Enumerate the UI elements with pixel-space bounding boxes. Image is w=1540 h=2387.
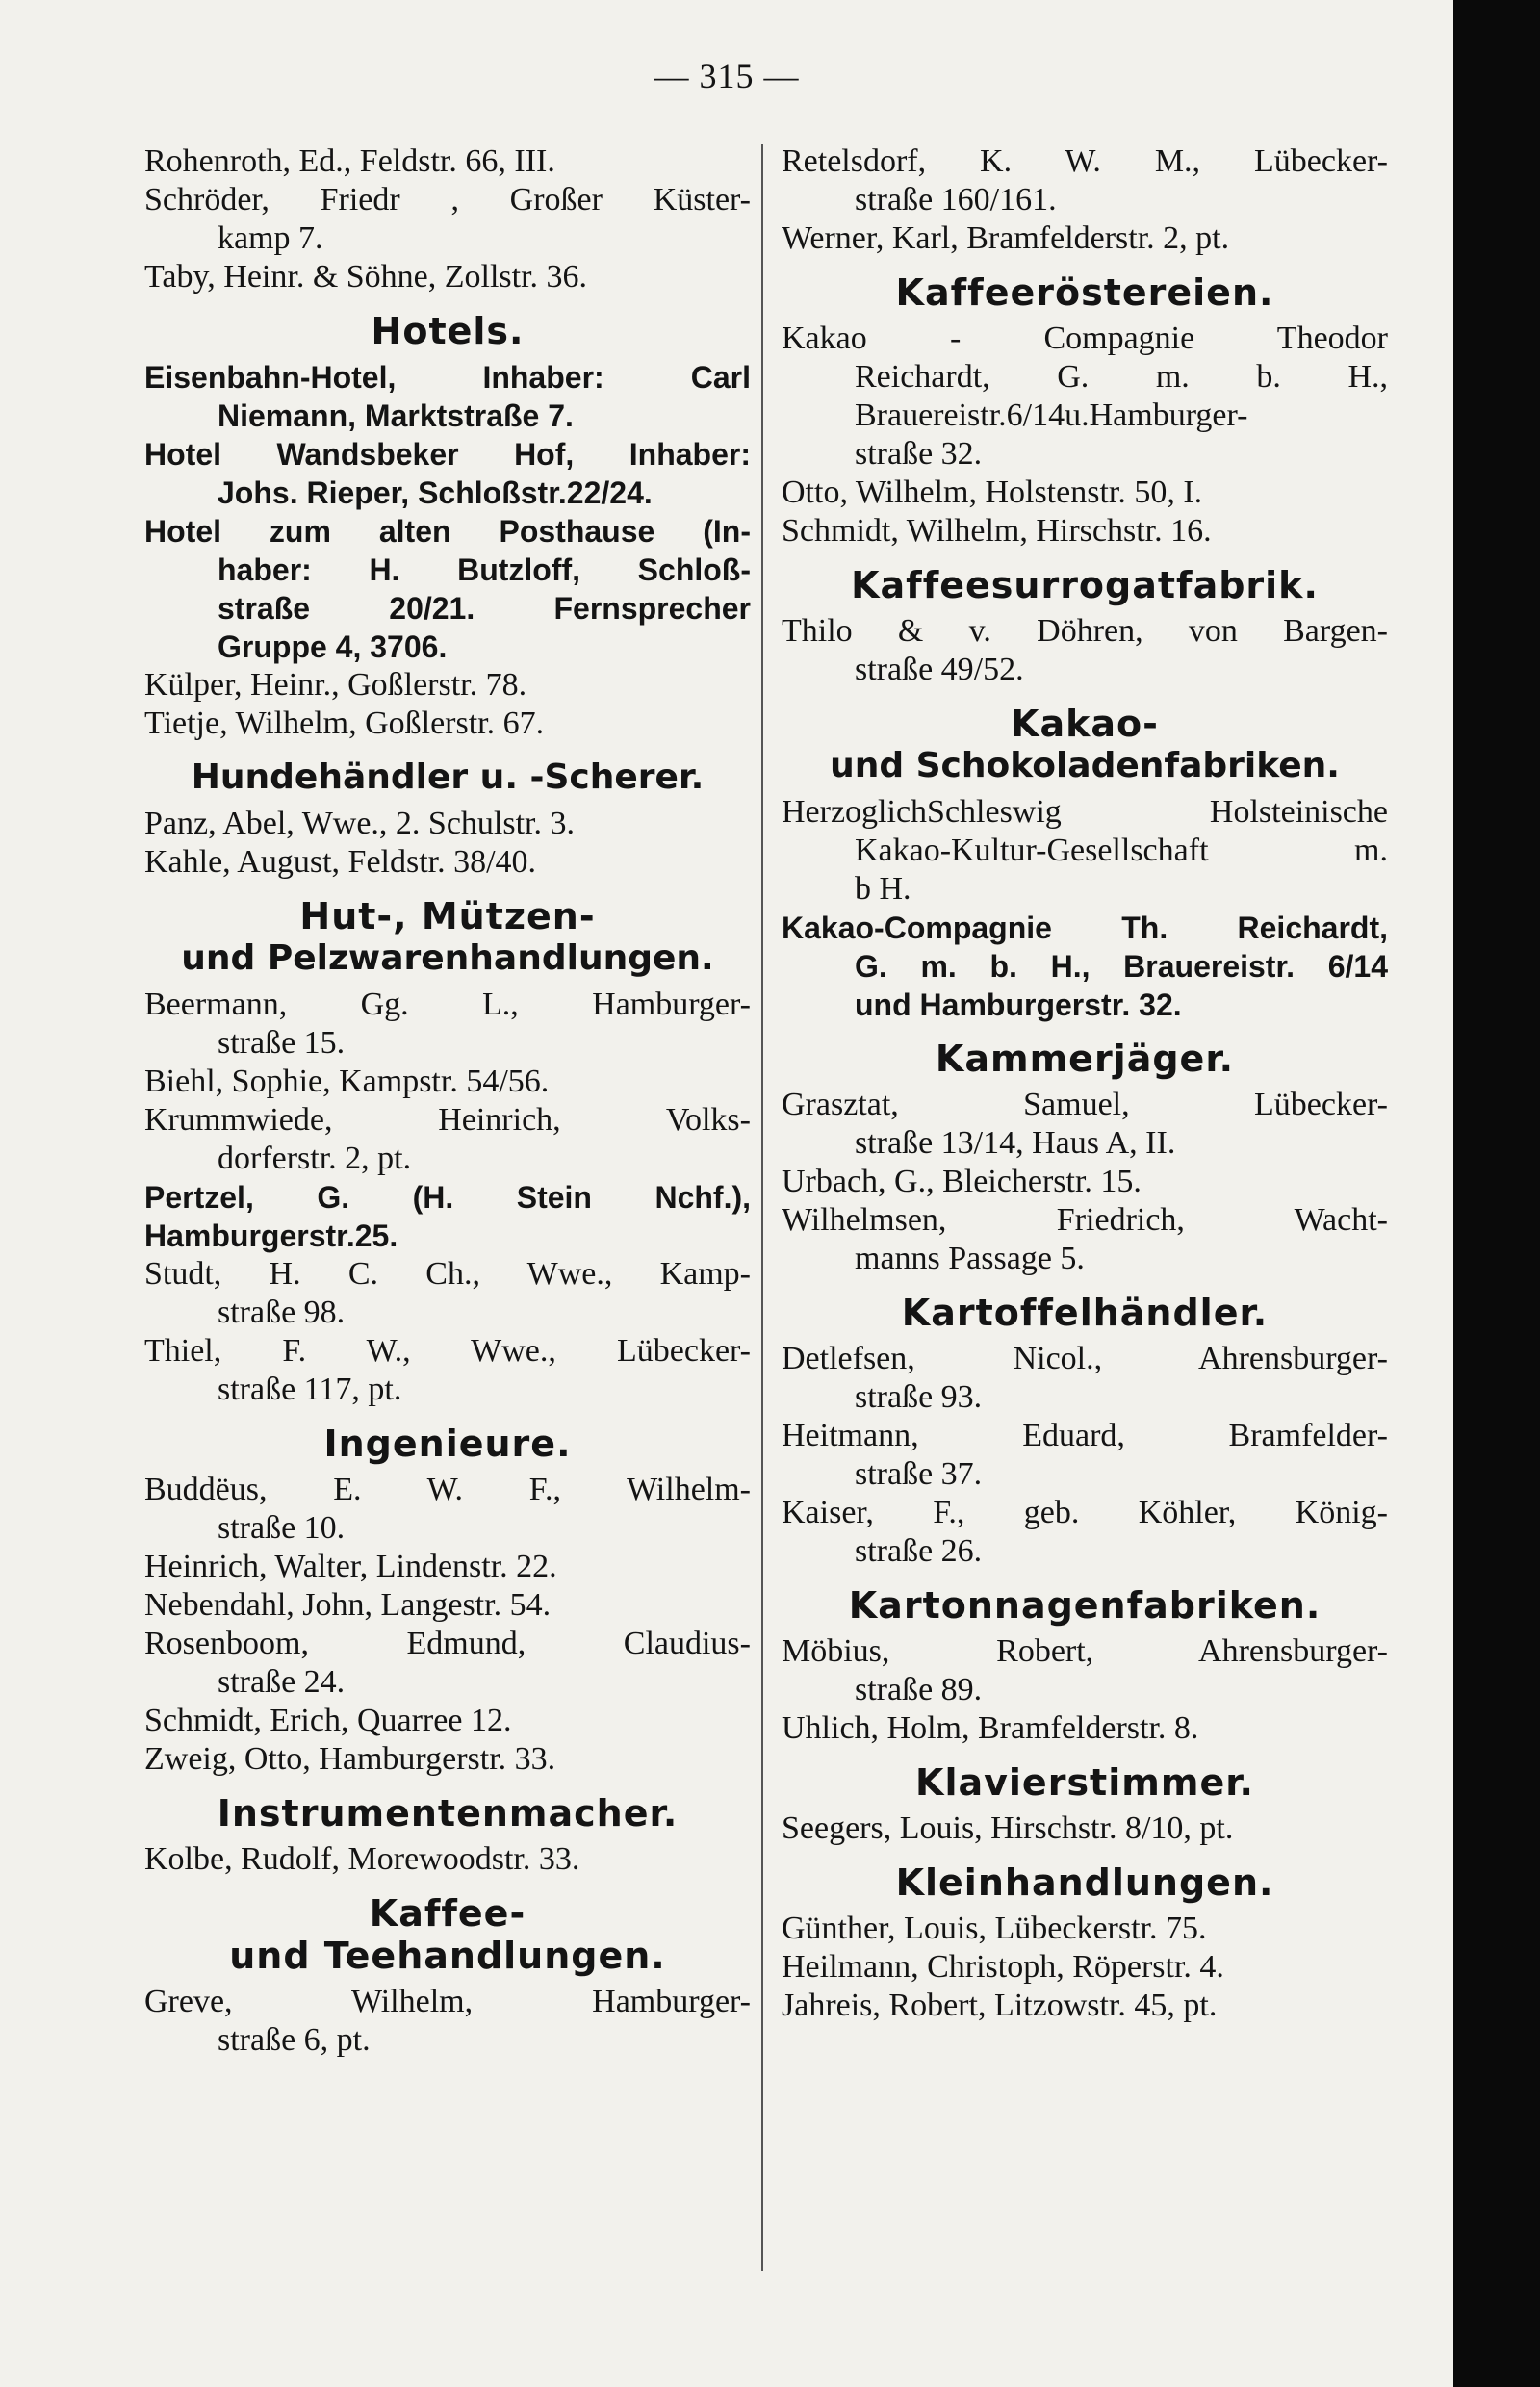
entry-line: Nebendahl, John, Langestr. 54. [144, 1587, 552, 1623]
intro-entries [782, 142, 1388, 258]
entry-line: Tietje, Wilhelm, Goßlerstr. 67. [144, 706, 545, 741]
section-heading: Kleinhandlungen. [895, 1861, 1274, 1904]
entry-line: Heinrich, Walter, Lindenstr. 22. [144, 1549, 557, 1584]
entry-continuation: Brauereistr.6/14u.Hamburger- [855, 398, 1248, 433]
directory-entry [144, 843, 751, 882]
entry-line: Kakao-Compagnie Th. Reichardt, [782, 911, 1388, 945]
section-heading: Kartonnagenfabriken. [848, 1584, 1322, 1627]
entry-line: Seegers, Louis, Hirschstr. 8/10, pt. [782, 1810, 1234, 1846]
directory-entry [144, 666, 751, 705]
directory-entry [782, 1632, 1388, 1709]
section-entries [782, 1632, 1388, 1748]
directory-entry [782, 1201, 1388, 1278]
directory-entry [782, 1910, 1388, 1948]
entry-line: Thiel, F. W., Wwe., Lübecker- [144, 1333, 751, 1369]
right-column [782, 142, 1388, 2025]
entry-continuation: Reichardt, G. m. b. H., [855, 359, 1388, 395]
directory-entry [144, 358, 751, 435]
entry-continuation: straße 26. [855, 1533, 983, 1569]
section-entries [782, 1340, 1388, 1571]
entry-continuation: Niemann, Marktstraße 7. [218, 398, 574, 433]
section-entries [144, 1840, 751, 1879]
entry-line: Urbach, G., Bleicherstr. 15. [782, 1164, 1142, 1199]
directory-entry [144, 1625, 751, 1702]
entry-line: Külper, Heinr., Goßlerstr. 78. [144, 667, 527, 703]
entry-continuation: straße 117, pt. [218, 1372, 402, 1407]
entry-line: Greve, Wilhelm, Hamburger- [144, 1984, 751, 2019]
entry-line: Günther, Louis, Lübeckerstr. 75. [782, 1911, 1207, 1946]
section-entries [782, 1810, 1388, 1848]
entry-line: Heilmann, Christoph, Röperstr. 4. [782, 1949, 1224, 1985]
entry-continuation: Gruppe 4, 3706. [218, 629, 448, 664]
entry-continuation: straße 93. [855, 1379, 983, 1415]
directory-entry [144, 181, 751, 258]
directory-entry [144, 1332, 751, 1409]
directory-entry [144, 1702, 751, 1740]
entry-continuation: straße 37. [855, 1456, 983, 1492]
entry-continuation: Johs. Rieper, Schloßstr.22/24. [218, 475, 653, 510]
entry-line: Rosenboom, Edmund, Claudius- [144, 1626, 751, 1661]
directory-entry [144, 1178, 751, 1255]
section-heading: Kaffeeröstereien. [895, 271, 1274, 314]
section-heading: Kartoffelhändler. [901, 1292, 1269, 1334]
entry-line: Heitmann, Eduard, Bramfelder- [782, 1418, 1388, 1453]
section-heading: Kakao- [1011, 703, 1159, 745]
directory-entry [144, 705, 751, 743]
directory-entry [782, 1086, 1388, 1163]
entry-line: Schröder, Friedr , Großer Küster- [144, 182, 751, 218]
entry-line: Rohenroth, Ed., Feldstr. 66, III. [144, 143, 555, 179]
section-entries [144, 358, 751, 743]
section-heading: und Teehandlungen. [229, 1935, 666, 1977]
section-entries [782, 320, 1388, 551]
directory-entry [782, 1417, 1388, 1494]
directory-entry [144, 1983, 751, 2060]
entry-continuation: Kakao-Kultur-Gesellschaft m. [855, 833, 1388, 868]
entry-line: Detlefsen, Nicol., Ahrensburger- [782, 1341, 1388, 1376]
section-heading: Hundehändler u. -Scherer. [191, 757, 705, 797]
entry-line: Schmidt, Erich, Quarree 12. [144, 1703, 512, 1738]
directory-entry [782, 474, 1388, 512]
directory-entry [782, 320, 1388, 474]
section-heading: Ingenieure. [323, 1423, 572, 1465]
directory-entry [782, 1709, 1388, 1748]
section-heading: Kaffeesurrogatfabrik. [851, 564, 1319, 606]
section-entries [144, 1471, 751, 1779]
entry-line: Wilhelmsen, Friedrich, Wacht- [782, 1202, 1388, 1238]
entry-continuation: straße 98. [218, 1295, 346, 1330]
entry-line: Schmidt, Wilhelm, Hirschstr. 16. [782, 513, 1212, 549]
section-entries [144, 805, 751, 882]
entry-continuation: haber: H. Butzloff, Schloß- [218, 552, 751, 587]
entry-line: Zweig, Otto, Hamburgerstr. 33. [144, 1741, 556, 1777]
section-heading: Hotels. [371, 310, 525, 352]
entry-continuation: straße 15. [218, 1025, 346, 1061]
directory-entry [144, 1063, 751, 1101]
entry-line: Pertzel, G. (H. Stein Nchf.), Hamburgerstr.25. [144, 1180, 751, 1253]
entry-line: Retelsdorf, K. W. M., Lübecker- [782, 143, 1388, 179]
directory-entry [782, 512, 1388, 551]
entry-continuation: straße 49/52. [855, 652, 1024, 687]
entry-line: Otto, Wilhelm, Holstenstr. 50, I. [782, 475, 1203, 510]
section-heading: Kaffee- [369, 1892, 526, 1935]
entry-continuation: straße 89. [855, 1672, 983, 1707]
page-number: — 315 — [654, 57, 800, 95]
entry-line: Thilo & v. Döhren, von Bargen- [782, 613, 1388, 649]
directory-entry [144, 1740, 751, 1779]
entry-continuation: straße 32. [855, 436, 983, 472]
directory-entry [144, 1548, 751, 1586]
section-entries [144, 1983, 751, 2060]
entry-continuation: dorferstr. 2, pt. [218, 1141, 412, 1176]
entry-line: Kolbe, Rudolf, Morewoodstr. 33. [144, 1841, 580, 1877]
entry-line: Kakao - Compagnie Theodor [782, 321, 1388, 356]
entry-continuation: straße 20/21. Fernsprecher [218, 591, 751, 626]
directory-entry [782, 1948, 1388, 1987]
section-entries [782, 793, 1388, 1024]
directory-entry [782, 142, 1388, 219]
section-entries [782, 1086, 1388, 1278]
directory-entry [144, 512, 751, 666]
directory-entry [144, 805, 751, 843]
section-heading: und Schokoladenfabriken. [830, 746, 1340, 785]
entry-continuation: straße 10. [218, 1510, 346, 1546]
entry-line: Beermann, Gg. L., Hamburger- [144, 987, 751, 1022]
directory-entry [144, 142, 751, 181]
directory-entry [782, 909, 1388, 1024]
section-heading: und Pelzwarenhandlungen. [181, 938, 714, 978]
entry-line: Taby, Heinr. & Söhne, Zollstr. 36. [144, 259, 588, 295]
directory-entry [144, 1255, 751, 1332]
directory-entry [782, 1494, 1388, 1571]
entry-line: Uhlich, Holm, Bramfelderstr. 8. [782, 1710, 1199, 1746]
entry-line: HerzoglichSchleswig Holsteinische [782, 794, 1388, 830]
entry-line: Buddëus, E. W. F., Wilhelm- [144, 1472, 751, 1507]
directory-entry [144, 1471, 751, 1548]
entry-line: Eisenbahn-Hotel, Inhaber: Carl [144, 360, 751, 395]
section-entries [144, 986, 751, 1409]
entry-line: Grasztat, Samuel, Lübecker- [782, 1087, 1388, 1122]
section-heading: Hut-, Mützen- [299, 895, 596, 937]
entry-line: Hotel zum alten Posthause (In- [144, 514, 751, 549]
directory-entry [144, 1101, 751, 1178]
entry-continuation: G. m. b. H., Brauereistr. 6/14 [855, 949, 1388, 984]
entry-continuation: manns Passage 5. [855, 1241, 1085, 1276]
entry-line: Kaiser, F., geb. Köhler, König- [782, 1495, 1388, 1530]
directory-entry [782, 1340, 1388, 1417]
column-divider [761, 144, 763, 2272]
entry-continuation: b H. [855, 871, 911, 907]
entry-line: Studt, H. C. Ch., Wwe., Kamp- [144, 1256, 751, 1292]
entry-continuation: straße 160/161. [855, 182, 1057, 218]
entry-line: Werner, Karl, Bramfelderstr. 2, pt. [782, 220, 1230, 256]
entry-line: Biehl, Sophie, Kampstr. 54/56. [144, 1064, 550, 1099]
directory-entry [144, 258, 751, 296]
directory-entry [782, 219, 1388, 258]
entry-line: Panz, Abel, Wwe., 2. Schulstr. 3. [144, 806, 575, 841]
entry-continuation: straße 24. [218, 1664, 346, 1700]
directory-entry [144, 1586, 751, 1625]
entry-line: Möbius, Robert, Ahrensburger- [782, 1633, 1388, 1669]
entry-continuation: straße 6, pt. [218, 2022, 371, 2058]
directory-entry [782, 1987, 1388, 2025]
entry-continuation: kamp 7. [218, 220, 323, 256]
section-heading: Kammerjäger. [935, 1038, 1235, 1080]
section-heading: Klavierstimmer. [915, 1761, 1254, 1804]
left-column [144, 142, 751, 2060]
entry-continuation: straße 13/14, Haus A, II. [855, 1125, 1176, 1161]
entry-line: Kahle, August, Feldstr. 38/40. [144, 844, 537, 880]
directory-entry [144, 986, 751, 1063]
section-entries [782, 1910, 1388, 2025]
section-heading: Instrumentenmacher. [217, 1792, 679, 1835]
directory-entry [782, 1810, 1388, 1848]
intro-entries [144, 142, 751, 296]
section-entries [782, 612, 1388, 689]
directory-entry [144, 435, 751, 512]
entry-continuation: und Hamburgerstr. 32. [855, 988, 1182, 1022]
directory-entry [782, 1163, 1388, 1201]
entry-line: Jahreis, Robert, Litzowstr. 45, pt. [782, 1988, 1218, 2023]
directory-entry [144, 1840, 751, 1879]
directory-entry [782, 793, 1388, 909]
entry-line: Hotel Wandsbeker Hof, Inhaber: [144, 437, 751, 472]
entry-line: Krummwiede, Heinrich, Volks- [144, 1102, 751, 1138]
directory-entry [782, 612, 1388, 689]
